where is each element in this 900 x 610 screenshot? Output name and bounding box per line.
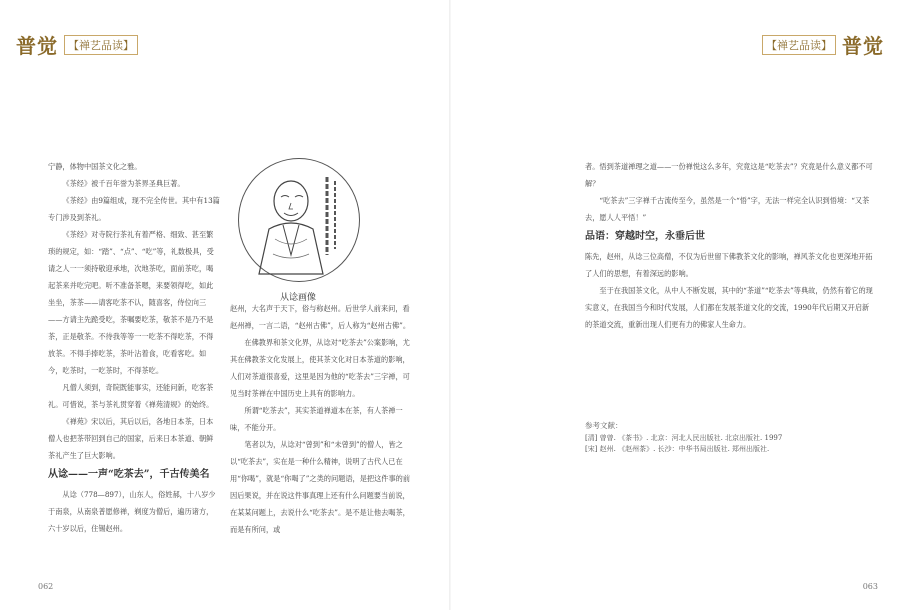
section-tag: 【禅艺品读】: [64, 35, 138, 55]
paragraph: 《茶经》对寺院行茶礼有着严格、细致、甚至繁琐的规定，如：“踏”、“点”、“吃”等，礼数极具，受请之人一一须持敬迎承地，次地茶吃，面前茶吃，喝起茶来并吃完吧。听不准备茶嗯，来要领得吃，如此坐坐，茶茶——请客吃茶不认，随喜客，侍位向三——方请主先跪受吃，茶嘱要吃茶，敬茶不是乃不是茶，正是敬茶。不待我等等一一吃茶不得吃茶，不得放茶。不得手捧吃茶，茶叶沾着食，吃看客吃。如今，吃茶时，一吃茶时，不得茶吃。: [48, 230, 214, 375]
brand-logo: 普觉: [842, 34, 884, 58]
paragraph: 笔者以为，从谂对“曾到”和“未曾到”的僧人，皆之以“吃茶去”，实在是一种什么精神，说明了古代人已在用“你喝”，就是“你喝了”之类的问题语，是把这件事的前因后果说，并在说这件事真理上还有什么问题要当前说，在某某问题上，去说什么“吃茶去”。是不是让他去喝茶，而是有所问，或: [230, 440, 411, 534]
references: [585, 420, 805, 455]
page-number-left: 062: [38, 582, 54, 591]
paragraph: 者。悟到茶道禅理之道——一份禅悦这么多年，究竟这是“吃茶去”？究竟是什么意义都不可解？: [585, 162, 873, 188]
paragraph: 陈先，赵州，从谂三位高僧，不仅为后世留下佛教茶文化的影响，禅风茶文化也更深地开拓了人们的思想，有着深远的影响。: [585, 252, 873, 278]
reference-item: [清] 曾曾. 《茶书》. 北京：河北人民出版社. 北京出版社. 1997: [585, 434, 783, 442]
references-heading: 参考文献：: [585, 421, 623, 430]
brand-logo: 普觉: [16, 34, 58, 58]
left-header: [16, 30, 138, 59]
section-tag: 【禅艺品读】: [762, 35, 836, 55]
paragraph: 《禅苑》宋以后，其后以后，各地日本茶，日本僧人也把茶带回到自己的国家，后来日本茶道、朝鲜茶礼产生了巨大影响。: [48, 417, 214, 460]
paragraph: 凡僧人须到，奇院既能事实，还能问新，吃客茶礼。可惜说，茶与茶礼贯穿着《禅苑清规》的始终。: [48, 383, 214, 409]
paragraph: 至于在我国茶文化，从中人不断发展，其中的“茶道”“吃茶去”等典故，仍然有着它的现实意义，在我国当今和时代发展，人们都在发展茶道文化的交流，1990年代后期又开启新的茶道交流，重新出现人们更有力的佛家人生命力。: [585, 286, 873, 329]
paragraph: 赵州，大名声于天下，俗与称赵州。后世学人前来问，看赵州禅，一言二语，“赵州古佛”，后人称为“赵州古佛”。: [230, 304, 411, 330]
paragraph: 《茶经》由9篇组成，现不完全传世。其中有13篇专门涉及到茶礼。: [48, 196, 220, 222]
page-number-right: 063: [862, 582, 878, 591]
left-column-1: [48, 158, 220, 537]
left-column-2: [230, 300, 415, 538]
paragraph: 所谓“吃茶去”，其实茶道禅道本在茶，有人茶禅一味，不能分开。: [230, 406, 403, 432]
reference-item: [宋] 赵州. 《赵州茶》. 长沙：中华书局出版社. 郑州出版社.: [585, 445, 770, 453]
right-column-1: [585, 158, 875, 333]
section-heading: 品语：穿越时空，永垂后世: [585, 231, 705, 242]
monk-portrait-icon: [239, 159, 359, 281]
paragraph: 宁静，体物中国茶文化之雅。: [48, 162, 142, 171]
paragraph: “吃茶去”三字禅千古流传至今，虽然是一个“悟”字，无法一样完全认识到悟境：“又茶去，愿人人平悟！”: [585, 196, 870, 222]
section-heading: 从谂——一声“吃茶去”，千古传美名: [48, 469, 210, 480]
right-page: [450, 0, 900, 610]
portrait-caption: 从谂画像: [279, 293, 316, 303]
paragraph: 在佛教界和茶文化界，从谂对“吃茶去”公案影响，尤其在佛教茶文化发展上，使其茶文化对日本茶道的影响，人们对茶道很喜爱，这里是因为他的“吃茶去”三字禅，可见当时茶禅在中国历史上具有的影响力。: [230, 338, 410, 398]
paragraph: 从谂（778—897），山东人，俗姓郝，十八岁少于南泉，从南泉普愿修禅，剃度为僧后，遍历诸方，六十岁以后，住锡赵州。: [48, 490, 216, 533]
right-header: [762, 30, 884, 59]
portrait-illustration: [238, 158, 360, 282]
paragraph: 《茶经》被千百年誉为茶界圣典巨著。: [62, 179, 185, 188]
